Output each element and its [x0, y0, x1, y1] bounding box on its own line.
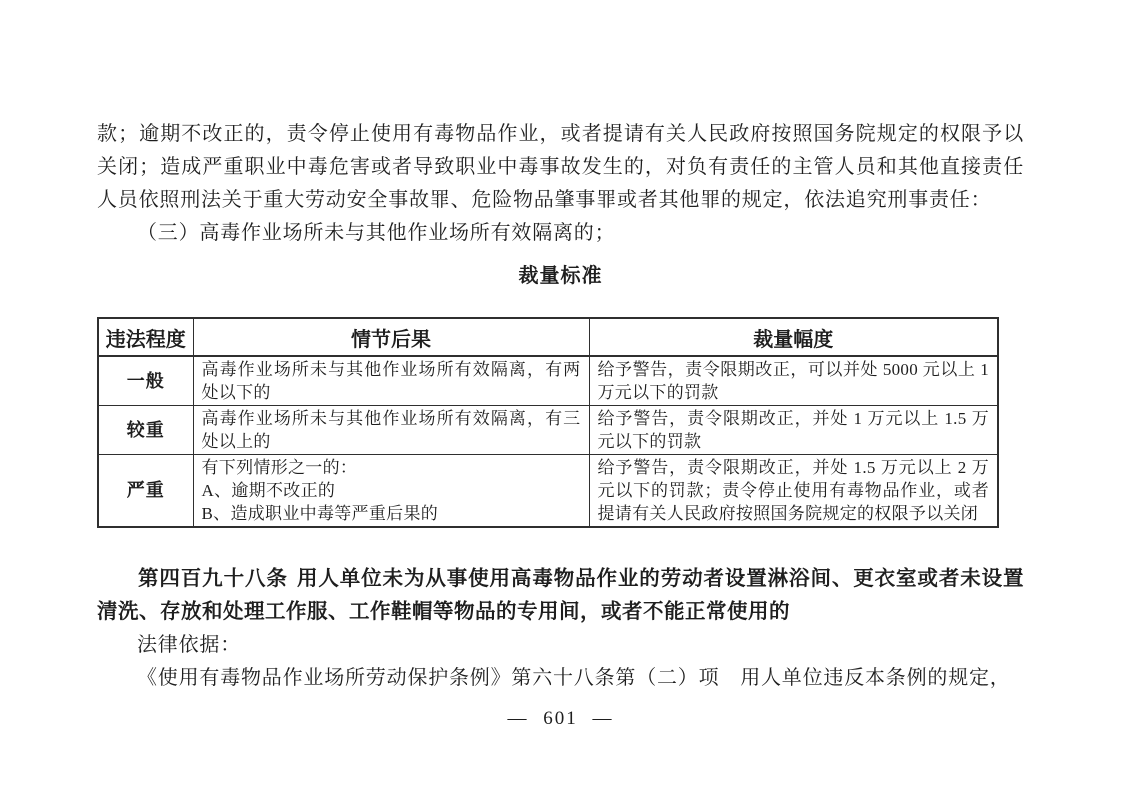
- article-paragraph: [97, 563, 1024, 629]
- discretion-standards-table: [97, 317, 999, 528]
- circumstance-cell: [193, 455, 589, 528]
- intro-paragraph: 款；逾期不改正的，责令停止使用有毒物品作业，或者提请有关人民政府按照国务院规定的权限予以关闭；造成严重职业中毒危害或者导致职业中毒事故发生的，对负有责任的主管人员和其他直接责任人员依照刑法关于重大劳动安全事故罪、危险物品肇事罪或者其他罪的规定，依法追究刑事责任：: [97, 123, 1024, 211]
- page-content: [97, 118, 1024, 695]
- degree-cell: 严重: [98, 455, 193, 528]
- intro-item-line: （三）高毒作业场所未与其他作业场所有效隔离的；: [137, 222, 616, 244]
- circumstance-cell: 高毒作业场所未与其他作业场所有效隔离，有两处以下的: [193, 356, 589, 406]
- degree-cell: 较重: [98, 406, 193, 455]
- table-row-general: [98, 356, 998, 406]
- table-title: 裁量标准: [518, 265, 603, 287]
- article-number: 第四百九十八条: [138, 568, 288, 590]
- table-row-serious: [98, 406, 998, 455]
- column-header-discretion-range: 裁量幅度: [589, 318, 998, 356]
- degree-cell: 一般: [98, 356, 193, 406]
- page-footer: [0, 708, 1121, 730]
- legal-basis-text: 《使用有毒物品作业场所劳动保护条例》第六十八条第（二）项 用人单位违反本条例的规定，: [137, 667, 1011, 689]
- page-number: — 601 —: [507, 708, 614, 729]
- column-header-violation-degree: 违法程度: [98, 318, 193, 356]
- circumstance-line: B、造成职业中毒等严重后果的: [201, 504, 439, 523]
- circumstance-line: A、逾期不改正的: [201, 481, 336, 500]
- column-header-circumstance: 情节后果: [193, 318, 589, 356]
- article-body: 用人单位未为从事使用高毒物品作业的劳动者设置淋浴间、更衣室或者未设置清洗、存放和处理工作服、工作鞋帽等物品的专用间，或者不能正常使用的: [97, 568, 1025, 623]
- circumstance-cell: 高毒作业场所未与其他作业场所有效隔离，有三处以上的: [193, 406, 589, 455]
- circumstance-line: 有下列情形之一的：: [201, 458, 358, 477]
- table-header-row: [98, 318, 998, 356]
- range-cell: 给予警告，责令限期改正，并处 1 万元以上 1.5 万元以下的罚款: [589, 406, 998, 455]
- range-cell: 给予警告，责令限期改正，并处 1.5 万元以上 2 万元以下的罚款；责令停止使用有毒物品作业，或者提请有关人民政府按照国务院规定的权限予以关闭: [589, 455, 998, 528]
- table-row-severe: [98, 455, 998, 528]
- range-cell: 给予警告，责令限期改正，可以并处 5000 元以上 1 万元以下的罚款: [589, 356, 998, 406]
- legal-basis-label: 法律依据：: [137, 634, 241, 656]
